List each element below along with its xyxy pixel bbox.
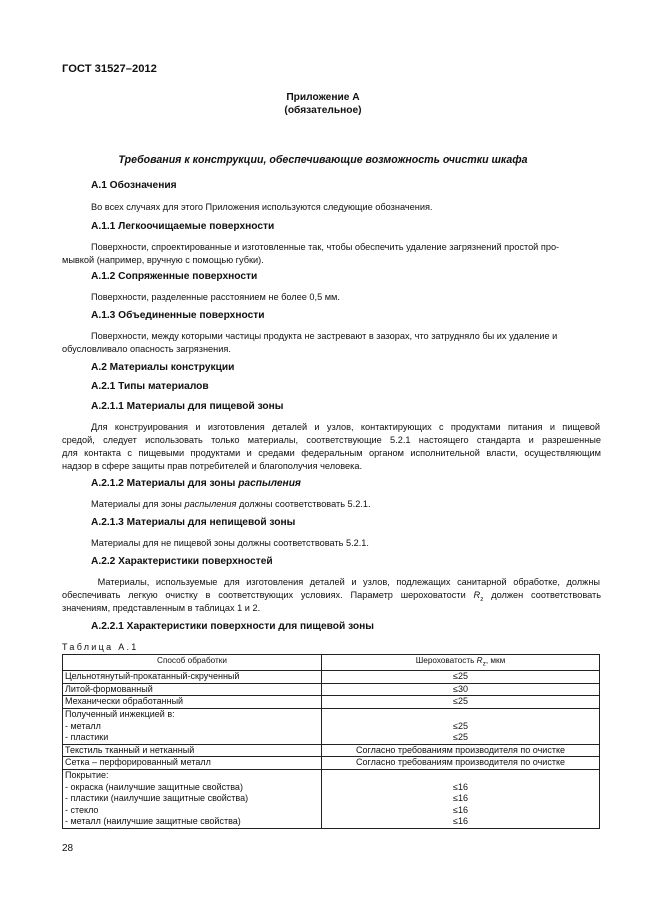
heading-a2-1-2-italic: распыления: [238, 478, 301, 489]
paragraph-a2-1-2-prefix: Материалы для зоны: [91, 499, 185, 509]
method-line: - металл (наилучшие защитные свойства): [65, 816, 241, 827]
method-line: Покрытие:: [65, 769, 109, 780]
method-cell: [63, 671, 322, 684]
col-header-method: Способ обработки: [63, 655, 322, 671]
heading-a1-1: А.1.1 Легкоочищаемые поверхности: [91, 221, 275, 232]
method-line: Полученный инжекцией в:: [65, 709, 175, 720]
roughness-value: ≤16: [453, 804, 468, 815]
method-line: Текстиль тканный и нетканный: [65, 744, 195, 755]
method-line: - стекло: [65, 804, 99, 815]
paragraph-a2-1-2-italic: распыления: [184, 499, 237, 509]
method-line: - металл: [65, 720, 101, 731]
main-title: Требования к конструкции, обеспечивающие возможность очистки шкафа: [118, 154, 528, 166]
paragraph-a1-3-line1: Поверхности, между которыми частицы продукта не застревают в зазорах, что затрудняло бы их удаление и: [91, 331, 558, 341]
roughness-value: ≤16: [453, 816, 468, 827]
roughness-value: Согласно требованиям производителя по очистке: [356, 744, 565, 755]
paragraph-a2-1-1-line1: Для конструирования и изготовления деталей и узлов, контактирующих с продуктами питания и пищевой: [91, 422, 600, 432]
paragraph-a1-2: Поверхности, разделенные расстоянием не более 0,5 мм.: [91, 292, 340, 302]
heading-a2-1-2: [91, 478, 301, 489]
roughness-cell: [322, 757, 600, 770]
method-cell: [63, 744, 322, 757]
paragraph-a2-2-line2-a: обеспечивать легкую очистку в соответствующих условиях. Параметр шероховатости: [62, 590, 474, 600]
heading-a1: А.1 Обозначения: [91, 180, 177, 191]
roughness-table: [62, 654, 600, 829]
table-row: [63, 744, 600, 757]
col-header-roughness-prefix: Шероховатость: [415, 656, 477, 665]
table-body: [63, 671, 600, 829]
paragraph-a2-1-1-line2: средой, следует использовать только материалы, соответствующие 5.2.1 настоящего стандарта и разрешенные: [62, 435, 601, 445]
paragraph-a2-1-2-suffix: должны соответствовать 5.2.1.: [236, 499, 371, 509]
appendix-title: Приложение А: [286, 92, 360, 103]
roughness-value: ≤25: [453, 696, 468, 707]
roughness-value: ≤25: [453, 671, 468, 682]
method-cell: [63, 696, 322, 709]
roughness-cell: [322, 671, 600, 684]
method-cell: [63, 709, 322, 745]
paragraph-a1-3-line2: обусловливало опасность загрязнения.: [62, 344, 231, 354]
table-row: [63, 671, 600, 684]
appendix-status: (обязательное): [284, 105, 362, 116]
roughness-value: [324, 709, 597, 721]
paragraph-a2-1-1-line4: надзор в сфере защиты прав потребителей и благополучия человека.: [62, 461, 363, 471]
heading-a2: А.2 Материалы конструкции: [91, 362, 235, 373]
roughness-subscript: z: [480, 595, 484, 603]
heading-a2-2-1: А.2.2.1 Характеристики поверхности для пищевой зоны: [91, 621, 375, 632]
page-number: 28: [62, 843, 74, 854]
paragraph-a2-2-line3: значениям, представленным в таблицах 1 и 2.: [62, 603, 261, 613]
table-row: [63, 769, 600, 828]
roughness-cell: [322, 744, 600, 757]
method-cell: [63, 769, 322, 828]
roughness-value: Согласно требованиям производителя по очистке: [356, 757, 565, 768]
roughness-symbol: R: [473, 590, 481, 600]
method-line: Цельнотянутый-прокатанный-скрученный: [65, 671, 240, 682]
paragraph-a2-2-line2-b: должен соответствовать: [483, 590, 601, 600]
paragraph-a1: Во всех случаях для этого Приложения используются следующие обозначения.: [91, 202, 433, 212]
table-header-row: [63, 655, 600, 671]
table-caption: Таблица А.1: [62, 642, 139, 652]
heading-a1-2: А.1.2 Сопряженные поверхности: [91, 271, 258, 282]
method-line: Литой-формованный: [65, 683, 153, 694]
roughness-cell: [322, 709, 600, 745]
table-row: [63, 757, 600, 770]
col-header-roughness-symbol: R: [476, 656, 483, 665]
col-header-roughness-suffix: , мкм: [485, 656, 506, 665]
paragraph-a2-1-1-line3: для контакта с пищевыми продуктами и средами федеральным органом исполнительной власти, осуществляющим: [62, 448, 601, 458]
table-row: [63, 696, 600, 709]
roughness-value: ≤25: [453, 720, 468, 731]
table-row: [63, 683, 600, 696]
col-header-roughness-subscript: z: [482, 660, 486, 668]
roughness-cell: [322, 696, 600, 709]
roughness-value: ≤25: [453, 732, 468, 743]
roughness-value: ≤30: [453, 683, 468, 694]
paragraph-a1-1-line2: мывкой (например, вручную с помощью губки).: [62, 255, 264, 265]
table-row: [63, 709, 600, 745]
method-line: - окраска (наилучшие защитные свойства): [65, 781, 243, 792]
method-line: Механически обработанный: [65, 696, 184, 707]
heading-a2-1: А.2.1 Типы материалов: [91, 381, 209, 392]
paragraph-a1-1-line1: Поверхности, спроектированные и изготовленные так, чтобы обеспечить удаление загрязнений простой про-: [91, 242, 560, 252]
method-cell: [63, 757, 322, 770]
col-header-roughness: [322, 655, 600, 671]
paragraph-a2-2-line1: Материалы, используемые для изготовления деталей и узлов, подлежащих санитарной обработке, должны: [91, 577, 600, 587]
roughness-value: ≤16: [453, 793, 468, 804]
paragraph-a2-1-3: Материалы для не пищевой зоны должны соответствовать 5.2.1.: [91, 538, 369, 548]
heading-a2-2: А.2.2 Характеристики поверхностей: [91, 556, 273, 567]
heading-a2-1-3: А.2.1.3 Материалы для непищевой зоны: [91, 517, 296, 528]
method-cell: [63, 683, 322, 696]
heading-a2-1-1: А.2.1.1 Материалы для пищевой зоны: [91, 401, 284, 412]
roughness-cell: [322, 683, 600, 696]
roughness-cell: [322, 769, 600, 828]
heading-a2-1-2-prefix: А.2.1.2 Материалы для зоны: [91, 478, 239, 489]
heading-a1-3: А.1.3 Объединенные поверхности: [91, 310, 265, 321]
roughness-value: [324, 770, 597, 782]
doc-code-header: ГОСТ 31527–2012: [62, 63, 157, 75]
roughness-value: ≤16: [453, 781, 468, 792]
method-line: - пластики: [65, 732, 109, 743]
method-line: - пластики (наилучшие защитные свойства): [65, 793, 249, 804]
method-line: Сетка – перфорированный металл: [65, 757, 211, 768]
paragraph-a2-1-2: [91, 498, 371, 511]
